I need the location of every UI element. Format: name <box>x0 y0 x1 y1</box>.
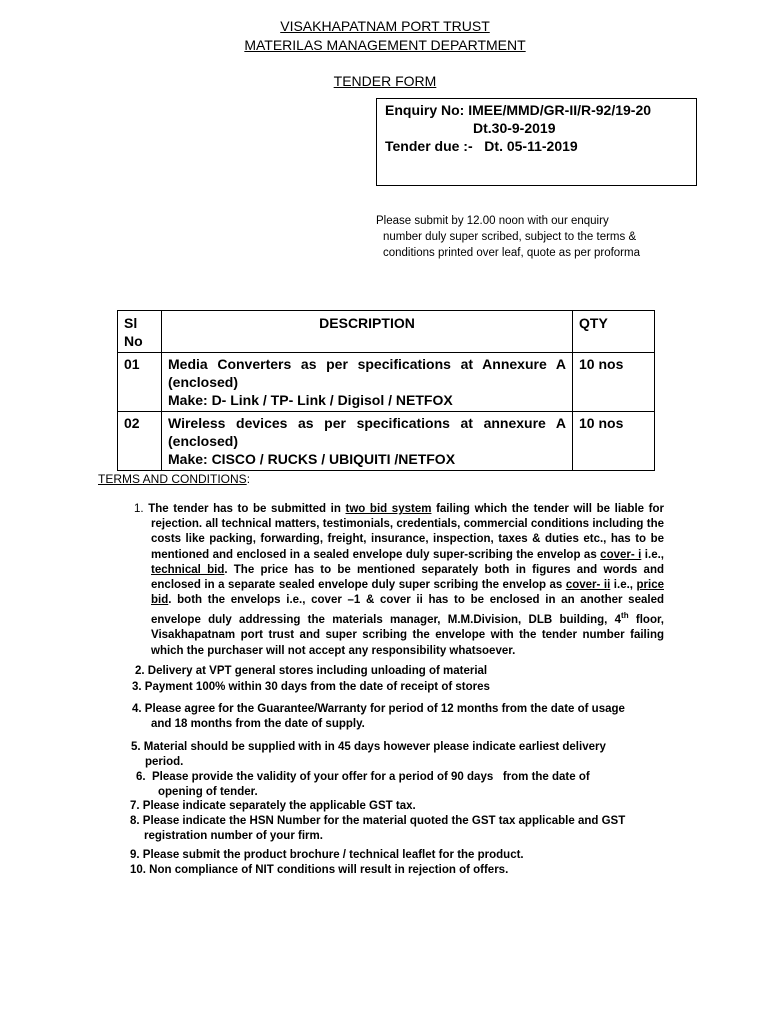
term-1-underline: price bid <box>151 579 664 607</box>
description-line: Make: D- Link / TP- Link / Digisol / NETFOX <box>168 392 453 408</box>
term-1-text: failing which the tender will be liable for rejection. all technical matters, testimonials, credentials, commercial conditions including the costs like packing, forwarding, freight, insurance, inspection, taxes & duties etc., has to be mentioned and enclosed in a sealed envelope duly super-scribing the envelop as <box>151 503 665 561</box>
term-1-text: . The price has to be mentioned separately both in figures and words and enclosed in a separate sealed envelope duly super scribing the envelop as <box>151 563 664 592</box>
term-5: 5. Material should be supplied with in 45 days however please indicate earliest delivery <box>131 741 606 753</box>
term-1-number: 1. <box>134 503 149 515</box>
term-1-text: i.e., <box>610 579 637 592</box>
description-line: Wireless devices as per specifications at annexure A <box>168 415 566 431</box>
note-line: Please submit by 12.00 noon with our enquiry <box>376 215 609 227</box>
term-4: 4. Please agree for the Guarantee/Warranty for period of 12 months from the date of usage <box>132 703 625 715</box>
row-description <box>162 412 573 471</box>
col-header-qty: QTY <box>573 311 655 353</box>
term-1-underline: cover- ii <box>565 579 611 592</box>
term-1-text: The tender has to be submitted in <box>148 503 346 515</box>
enquiry-number: Enquiry No: IMEE/MMD/GR-II/R-92/19-20 <box>385 102 652 118</box>
term-1-text: i.e., <box>641 548 664 561</box>
note-line: number duly super scribed, subject to the terms & <box>383 231 637 243</box>
row-sl: 01 <box>118 353 162 412</box>
description-line: (enclosed) <box>168 433 239 449</box>
col-header-description: DESCRIPTION <box>162 311 573 353</box>
term-1-text: . both the envelops i.e., cover –1 & cover ii has to be enclosed in an another sealed envelope duly addressing the materials manager, M.M.Division, DLB building, 4 <box>151 594 664 627</box>
terms-heading-text: TERMS AND CONDITIONS <box>98 472 247 486</box>
row-qty: 10 nos <box>573 412 655 471</box>
term-7: 7. Please indicate separately the applicable GST tax. <box>130 800 416 812</box>
department-name: MATERILAS MANAGEMENT DEPARTMENT <box>244 37 526 53</box>
table-row <box>118 412 655 471</box>
table-header-row <box>118 311 655 353</box>
term-4-cont: and 18 months from the date of supply. <box>151 718 365 730</box>
row-sl: 02 <box>118 412 162 471</box>
tender-due-date: Tender due :- Dt. 05-11-2019 <box>385 138 578 154</box>
org-name: VISAKHAPATNAM PORT TRUST <box>280 18 490 34</box>
term-1-underline: technical bid <box>151 563 225 576</box>
enquiry-date: Dt.30-9-2019 <box>473 120 556 136</box>
term-1-underline: two bid system <box>345 503 432 515</box>
table-row <box>118 353 655 412</box>
note-line: conditions printed over leaf, quote as per proforma <box>383 247 640 259</box>
terms-heading-colon: : <box>246 472 251 486</box>
term-2: 2. Delivery at VPT general stores including unloading of material <box>135 665 488 677</box>
term-9: 9. Please submit the product brochure / technical leaflet for the product. <box>130 849 524 861</box>
description-line: (enclosed) <box>168 374 239 390</box>
term-1-superscript: th <box>621 611 629 621</box>
description-line: Make: CISCO / RUCKS / UBIQUITI /NETFOX <box>168 451 456 467</box>
items-table <box>117 310 655 471</box>
term-3: 3. Payment 100% within 30 days from the date of receipt of stores <box>132 681 490 693</box>
terms-heading <box>98 472 250 486</box>
enquiry-box <box>376 98 697 186</box>
term-1 <box>134 502 664 659</box>
col-header-sl: Sl No <box>118 311 162 353</box>
form-title: TENDER FORM <box>333 73 437 89</box>
term-1-text: floor, Visakhapatnam port trust and super scribing the envelope with the tender number failing which the purchaser will not accept any responsibility whatsoever. <box>151 614 665 657</box>
term-8: 8. Please indicate the HSN Number for the material quoted the GST tax applicable and GST <box>130 815 626 827</box>
term-5-cont: period. <box>145 756 184 768</box>
term-8-cont: registration number of your firm. <box>144 830 323 842</box>
term-10: 10. Non compliance of NIT conditions will result in rejection of offers. <box>130 864 509 876</box>
row-description <box>162 353 573 412</box>
term-6-cont: opening of tender. <box>158 786 258 798</box>
description-line: Media Converters as per specifications at Annexure A <box>168 356 566 372</box>
submission-note <box>376 213 640 261</box>
term-1-underline: cover- i <box>600 548 642 561</box>
term-6: 6. Please provide the validity of your offer for a period of 90 days from the date of <box>136 771 590 783</box>
row-qty: 10 nos <box>573 353 655 412</box>
